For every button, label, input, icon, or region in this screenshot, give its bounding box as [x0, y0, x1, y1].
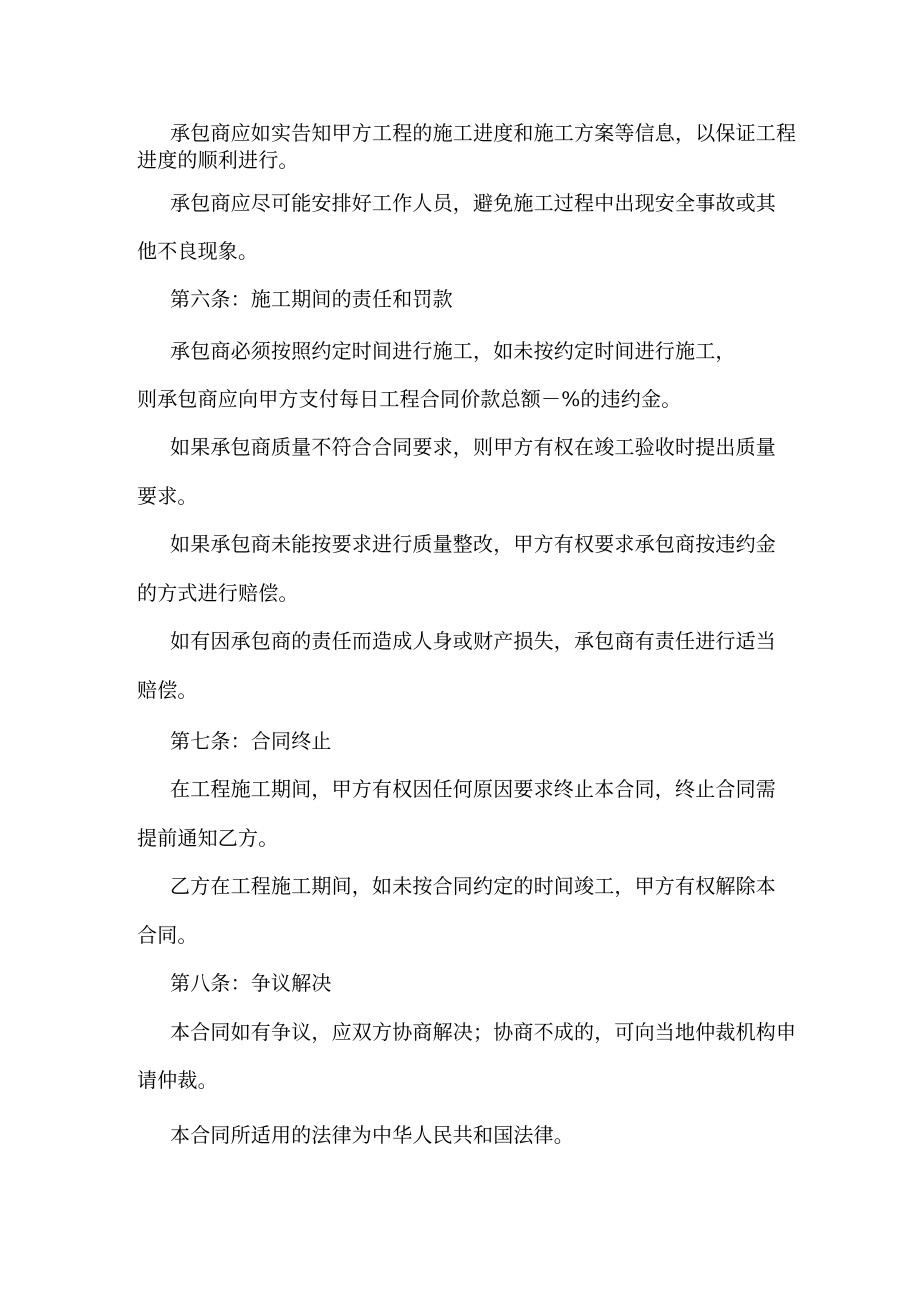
paragraph-line: 如果承包商未能按要求进行质量整改，甲方有权要求承包商按违约金 [170, 532, 776, 556]
paragraph-line: 合同。 [137, 923, 198, 947]
paragraph-line: 如有因承包商的责任而造成人身或财产损失，承包商有责任进行适当 [170, 629, 776, 653]
paragraph-line: 赔偿。 [137, 678, 198, 702]
paragraph-line: 本合同所适用的法律为中华人民共和国法律。 [170, 1123, 574, 1147]
paragraph-line: 在工程施工期间，甲方有权因任何原因要求终止本合同，终止合同需 [170, 777, 776, 801]
section-heading: 第七条：合同终止 [170, 729, 332, 753]
paragraph-line: 他不良现象。 [137, 239, 259, 263]
section-heading: 第六条：施工期间的责任和罚款 [170, 287, 453, 311]
paragraph-line: 提前通知乙方。 [137, 826, 279, 850]
paragraph-line: 本合同如有争议，应双方协商解决；协商不成的，可向当地仲裁机构申 [170, 1020, 797, 1044]
section-heading: 第八条：争议解决 [170, 971, 332, 995]
paragraph-line: 承包商应如实告知甲方工程的施工进度和施工方案等信息，以保证工程 [170, 121, 797, 145]
paragraph-line: 承包商应尽可能安排好工作人员，避免施工过程中出现安全事故或其 [170, 191, 776, 215]
paragraph-line: 乙方在工程施工期间，如未按合同约定的时间竣工，甲方有权解除本 [170, 874, 776, 898]
paragraph-line: 如果承包商质量不符合合同要求，则甲方有权在竣工验收时提出质量 [170, 435, 776, 459]
paragraph-line: 的方式进行赔偿。 [137, 581, 299, 605]
paragraph-line: 请仲裁。 [137, 1068, 218, 1092]
paragraph-line: 进度的顺利进行。 [137, 148, 299, 172]
paragraph-line: 要求。 [137, 484, 198, 508]
paragraph-line: 则承包商应向甲方支付每日工程合同价款总额－%的违约金。 [137, 387, 682, 411]
paragraph-line: 承包商必须按照约定时间进行施工，如未按约定时间进行施工， [170, 339, 736, 363]
